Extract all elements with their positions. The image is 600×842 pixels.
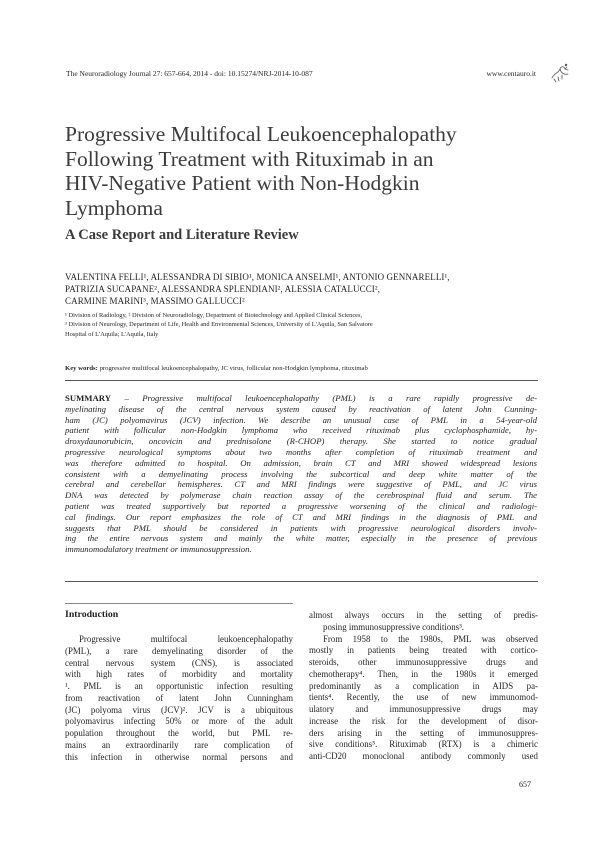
abstract-line: droxydaunorubicin, oncovicin and prednisolone (R-CHOP) therapy. She started to notice gradual: [65, 436, 537, 447]
title-line: Following Treatment with Rituximab in an: [65, 146, 434, 171]
divider-bottom: [65, 581, 538, 582]
body-line: mostly in patients being treated with cortico-: [309, 645, 538, 656]
keywords-text: progressive multifocal leukoencephalopathy, JC virus, follicular non-Hodgkin lymphoma, rituximab: [97, 365, 368, 372]
journal-logo-icon: [548, 60, 572, 84]
body-line: anti-CD20 monoclonal antibody commonly used: [309, 751, 538, 761]
body-line: (JC) polyoma virus (JCV)². JCV is a ubiquitous: [65, 704, 293, 715]
body-line: From 1958 to the 1980s, PML was observed: [323, 633, 538, 644]
keywords: [65, 365, 555, 372]
keywords-label: Key words:: [65, 365, 98, 372]
abstract-line: patient with follicular non-Hodgkin lymphoma who received rituximab plus cyclophosphamide, hy-: [65, 425, 537, 436]
abstract-line: patient was treated supportively but reported a progressive worsening of the clinical and radiologi-: [65, 500, 537, 511]
section-rule: [65, 603, 293, 604]
abstract-line: immunomodulatory treatment or immunosuppression.: [65, 544, 252, 555]
abstract-line: suggests that PML should be considered in patients with progressive neurological disorders involv-: [65, 522, 537, 533]
body-line: from reactivation of latent John Cunningham: [65, 692, 293, 703]
body-column-left: [65, 634, 293, 763]
body-line: with high rates of morbidity and mortality: [65, 669, 293, 680]
abstract-text: – Progressive multifocal leukoencephalopathy (PML) is a rare rapidly progressive de-: [111, 393, 537, 403]
abstract-line: ing the entire nervous system and mainly the white matter, especially in the presence of previous: [65, 533, 537, 544]
author-line: VALENTINA FELLI¹, ALESSANDRA DI SIBIO¹, MONICA ANSELMI¹, ANTONIO GENNARELLI¹,: [65, 272, 450, 282]
affiliation-line: ¹ Division of Radiology, ² Division of Neuroradiology, Department of Biotechnology and Applied Clinical Sciences,: [65, 312, 363, 319]
body-line: Progressive multifocal leukoencephalopathy: [79, 634, 293, 644]
author-line: PATRIZIA SUCAPANE², ALESSANDRA SPLENDIANI², ALESSIA CATALUCCI²,: [65, 284, 381, 295]
body-line: this infection in otherwise normal persons and: [65, 751, 293, 762]
body-line: chemotherapy⁴. Then, in the 1980s it emerged: [309, 668, 538, 679]
section-heading-introduction: Introduction: [65, 609, 119, 620]
body-line: ulatory and immunosuppressive drugs may: [309, 704, 538, 714]
body-line: tients⁴. Recently, the use of new immunomod-: [309, 692, 538, 703]
body-column-right: [309, 610, 538, 763]
body-line: (PML), a rare demyelinating disorder of the: [65, 645, 293, 656]
abstract-line: DNA was detected by polymerase chain reaction assay of the cerebrospinal fluid and serum. The: [65, 490, 537, 501]
body-line: increase the risk for the development of disor-: [309, 715, 538, 726]
body-line: steroids, other immunosuppressive drugs and: [309, 657, 538, 667]
abstract-line: myelinating disease of the central nervous system caused by reactivation of latent John Cunning-: [65, 403, 537, 414]
abstract-line: cerebral and cerebellar hemispheres. CT and MRI findings were suggestive of PML, and JC virus: [65, 479, 537, 490]
abstract-label: SUMMARY: [65, 393, 112, 403]
affiliations: [65, 311, 555, 339]
abstract-line: [65, 393, 537, 404]
journal-citation: The Neuroradiology Journal 27: 657-664, 2014 - doi: 10.15274/NRJ-2014-10-087: [66, 69, 313, 78]
title-line: HIV-Negative Patient with Non-Hodgkin: [65, 171, 420, 196]
body-line: almost always occurs in the setting of predis-: [309, 610, 538, 620]
abstract-line: ham (JC) polyomavirus (JCV) infection. We describe an unusual case of PML in a 54-year-old: [65, 414, 537, 425]
abstract-line: cal findings. Our report emphasizes the role of CT and MRI findings in the diagnosis of PML and: [65, 511, 537, 522]
abstract-line: was therefore admitted to hospital. On admission, brain CT and MRI showed widespread lesions: [65, 457, 537, 468]
body-line: sive conditions⁵. Rituximab (RTX) is a chimeric: [309, 739, 538, 750]
divider-top: [65, 380, 538, 381]
body-line: ders arising in the setting of immunosuppres-: [309, 727, 538, 738]
body-line: posing immunosuppressive conditions³.: [323, 621, 464, 632]
body-line: population throughout the world, but PML re-: [65, 728, 293, 738]
article-subtitle: A Case Report and Literature Review: [65, 227, 299, 243]
affiliation-line: ³ Division of Neurology, Department of Life, Health and Environmental Sciences, University of L'Aquila, San Salvatore: [65, 321, 373, 329]
abstract: [65, 393, 537, 555]
body-line: mains an extraordinarily rare complication of: [65, 739, 293, 750]
abstract-line: progressive neurological symptoms about two months after completion of rituximab treatment and: [65, 446, 537, 457]
body-line: ¹. PML is an opportunistic infection resulting: [65, 681, 293, 691]
author-list: [65, 271, 565, 308]
body-line: polyomavirus infecting 50% or more of the adult: [65, 716, 293, 727]
article-title: [65, 122, 555, 220]
body-line: predominantly as a complication in AIDS pa-: [309, 680, 538, 691]
journal-website[interactable]: www.centauro.it: [486, 69, 536, 78]
affiliation-line: Hospital of L'Aquila; L'Aquila, Italy: [65, 330, 159, 338]
page-number: 657: [519, 780, 531, 789]
title-line: Progressive Multifocal Leukoencephalopathy: [65, 122, 457, 146]
author-line: CARMINE MARINI³, MASSIMO GALLUCCI²: [65, 296, 245, 307]
body-line: central nervous system (CNS), is associated: [65, 657, 293, 668]
title-line: Lymphoma: [65, 195, 163, 220]
abstract-line: consistent with a demyelinating process involving the subcortical and deep white matter of the: [65, 468, 537, 479]
